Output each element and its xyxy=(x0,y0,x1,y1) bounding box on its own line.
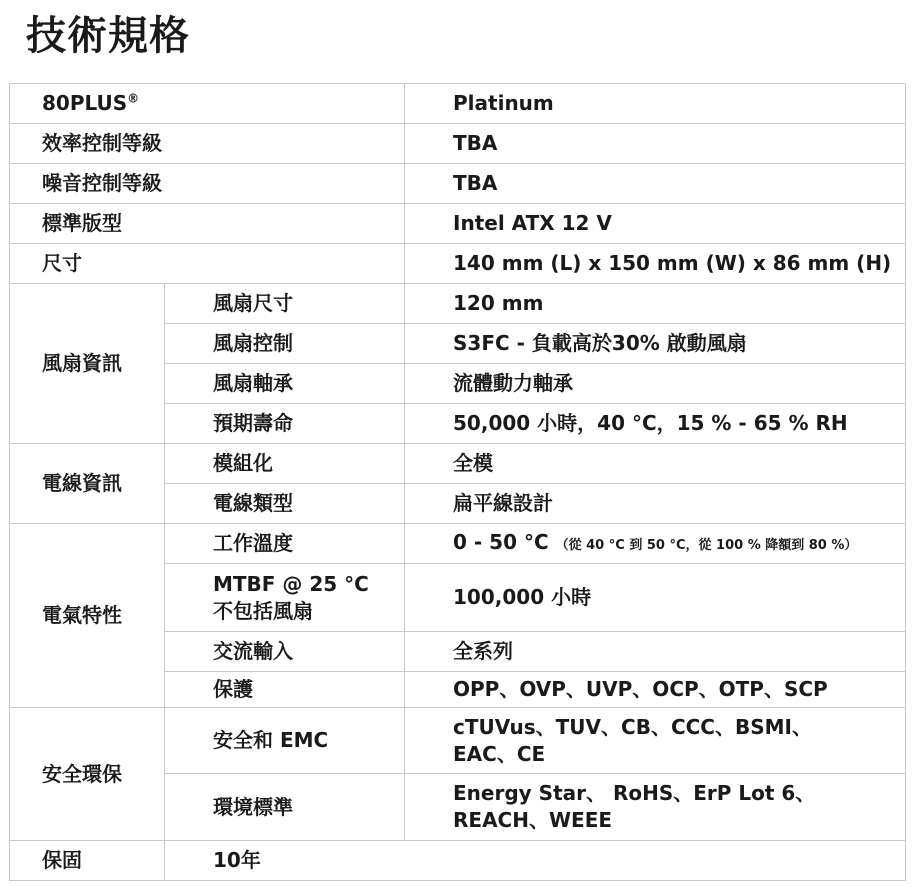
spec-value: 100,000 小時 xyxy=(405,564,906,632)
table-row xyxy=(10,164,906,204)
spec-value: 50,000 小時，40 °C，15 % - 65 % RH xyxy=(405,404,906,444)
temp-value: 0 - 50 °C xyxy=(453,529,549,554)
spec-value: 120 mm xyxy=(405,284,906,324)
table-row xyxy=(10,524,906,564)
spec-value: 流體動力軸承 xyxy=(405,364,906,404)
spec-label: 環境標準 xyxy=(165,774,405,841)
table-row xyxy=(10,204,906,244)
table-row xyxy=(10,841,906,881)
table-row xyxy=(10,708,906,774)
spec-value: 10年 xyxy=(165,841,906,881)
temp-note: （從 40 °C 到 50 °C，從 100 % 降額到 80 %） xyxy=(555,537,858,553)
env-value-line2: REACH、WEEE xyxy=(453,808,613,832)
spec-value: S3FC - 負載高於30% 啟動風扇 xyxy=(405,324,906,364)
spec-label: 效率控制等級 xyxy=(10,124,405,164)
group-label-electrical: 電氣特性 xyxy=(10,524,165,708)
spec-label: 80PLUS® xyxy=(10,84,405,124)
spec-value xyxy=(405,708,906,774)
spec-label: 保護 xyxy=(165,672,405,708)
spec-value: 140 mm (L) x 150 mm (W) x 86 mm (H) xyxy=(405,244,906,284)
table-row xyxy=(10,284,906,324)
spec-label: 電線類型 xyxy=(165,484,405,524)
spec-value: 全系列 xyxy=(405,632,906,672)
spec-value: 全模 xyxy=(405,444,906,484)
env-value-line1: Energy Star、 RoHS、ErP Lot 6、 xyxy=(453,781,816,805)
mtbf-label-line2: 不包括風扇 xyxy=(213,598,313,623)
spec-value: TBA xyxy=(405,124,906,164)
table-row xyxy=(10,244,906,284)
spec-label: 模組化 xyxy=(165,444,405,484)
spec-value xyxy=(405,524,906,564)
group-label-safety: 安全環保 xyxy=(10,708,165,841)
table-row xyxy=(10,124,906,164)
emc-value-line2: EAC、CE xyxy=(453,741,546,766)
spec-label: 標準版型 xyxy=(10,204,405,244)
mtbf-label-line1: MTBF @ 25 °C xyxy=(213,571,369,596)
spec-value: Intel ATX 12 V xyxy=(405,204,906,244)
spec-label: 風扇軸承 xyxy=(165,364,405,404)
group-label-cable: 電線資訊 xyxy=(10,444,165,524)
table-row xyxy=(10,444,906,484)
spec-label: 保固 xyxy=(10,841,165,881)
spec-value: OPP、OVP、UVP、OCP、OTP、SCP xyxy=(405,672,906,708)
page-title: 技術規格 xyxy=(26,13,190,59)
emc-value-line1: cTUVus、TUV、CB、CCC、BSMI、 xyxy=(453,714,812,739)
spec-label: 風扇尺寸 xyxy=(165,284,405,324)
spec-label: 交流輸入 xyxy=(165,632,405,672)
spec-value: Platinum xyxy=(405,84,906,124)
group-label-fan: 風扇資訊 xyxy=(10,284,165,444)
spec-label xyxy=(165,564,405,632)
spec-table xyxy=(9,83,906,881)
spec-value: 扁平線設計 xyxy=(405,484,906,524)
spec-label: 預期壽命 xyxy=(165,404,405,444)
spec-label: 尺寸 xyxy=(10,244,405,284)
table-row xyxy=(10,84,906,124)
spec-label: 噪音控制等級 xyxy=(10,164,405,204)
spec-value xyxy=(405,774,906,841)
spec-label: 風扇控制 xyxy=(165,324,405,364)
spec-label: 工作溫度 xyxy=(165,524,405,564)
spec-value: TBA xyxy=(405,164,906,204)
spec-label: 安全和 EMC xyxy=(165,708,405,774)
